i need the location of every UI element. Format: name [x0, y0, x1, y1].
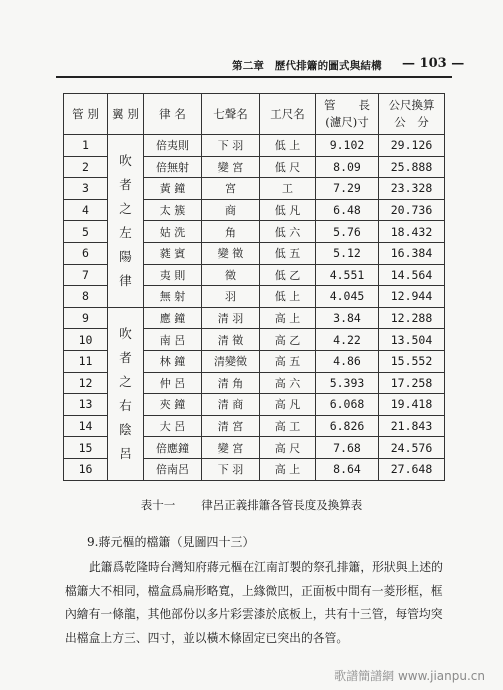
cell-seven-tone: 變 宮	[202, 437, 260, 459]
cell-length: 9.102	[316, 135, 379, 157]
cell-seven-tone: 清 角	[202, 372, 260, 394]
cell-pitch-name: 夷 則	[144, 264, 202, 286]
cell-metric: 17.258	[379, 372, 445, 394]
cell-pitch-name: 太 簇	[144, 199, 202, 221]
cell-length: 5.76	[316, 221, 379, 243]
cell-length: 8.09	[316, 156, 379, 178]
wing-char: 之	[119, 373, 132, 389]
cell-pitch-name: 倍應鐘	[144, 437, 202, 459]
cell-metric: 12.944	[379, 286, 445, 308]
cell-pitch-name: 應 鐘	[144, 307, 202, 329]
cell-tube-no: 10	[64, 329, 108, 351]
cell-gongche: 低 凡	[260, 199, 316, 221]
cell-pitch-name: 蕤 賓	[144, 242, 202, 264]
cell-tube-no: 16	[64, 458, 108, 480]
table-header-row	[64, 94, 445, 135]
cell-length: 4.86	[316, 350, 379, 372]
col-header-metric	[379, 94, 445, 135]
cell-tube-no: 2	[64, 156, 108, 178]
cell-seven-tone: 下 羽	[202, 135, 260, 157]
col-header-wing: 翼 別	[108, 94, 144, 135]
cell-metric: 19.418	[379, 394, 445, 416]
cell-gongche: 高 乙	[260, 329, 316, 351]
cell-gongche: 低 上	[260, 286, 316, 308]
cell-seven-tone: 羽	[202, 286, 260, 308]
cell-pitch-name: 仲 呂	[144, 372, 202, 394]
cell-pitch-name: 倍南呂	[144, 458, 202, 480]
cell-gongche: 低 尺	[260, 156, 316, 178]
cell-seven-tone: 清 商	[202, 394, 260, 416]
col-header-metric-top: 公尺換算	[388, 98, 435, 112]
cell-gongche: 低 乙	[260, 264, 316, 286]
cell-gongche: 低 六	[260, 221, 316, 243]
caption-text: 律呂正義排簫各管長度及換算表	[201, 498, 363, 512]
cell-seven-tone: 下 羽	[202, 458, 260, 480]
cell-seven-tone: 清 宮	[202, 415, 260, 437]
wing-left-cell	[108, 135, 144, 308]
cell-tube-no: 11	[64, 350, 108, 372]
cell-metric: 29.126	[379, 135, 445, 157]
cell-pitch-name: 倍無射	[144, 156, 202, 178]
cell-seven-tone: 清 徵	[202, 329, 260, 351]
cell-length: 7.29	[316, 178, 379, 200]
chapter-title: 第二章 歷代排簫的圖式與結構	[232, 60, 382, 72]
cell-pitch-name: 夾 鐘	[144, 394, 202, 416]
cell-seven-tone: 變 宮	[202, 156, 260, 178]
cell-tube-no: 8	[64, 286, 108, 308]
col-header-length-bottom: (濾尺)寸	[325, 115, 369, 129]
cell-tube-no: 15	[64, 437, 108, 459]
cell-length: 4.551	[316, 264, 379, 286]
wing-char: 左	[119, 224, 132, 240]
wing-char: 陰	[119, 421, 132, 437]
watermark: 歌譜簡譜網 www.jianpu.cn	[334, 669, 485, 683]
cell-tube-no: 7	[64, 264, 108, 286]
col-header-gongche: 工尺名	[260, 94, 316, 135]
table-row	[64, 307, 445, 329]
cell-tube-no: 12	[64, 372, 108, 394]
wing-char: 右	[119, 397, 132, 413]
cell-gongche: 低 上	[260, 135, 316, 157]
cell-gongche: 高 工	[260, 415, 316, 437]
cell-metric: 21.843	[379, 415, 445, 437]
wing-char: 之	[119, 200, 132, 216]
page-number: — 103 —	[402, 56, 465, 71]
cell-tube-no: 13	[64, 394, 108, 416]
cell-metric: 25.888	[379, 156, 445, 178]
col-header-metric-bottom: 公 分	[394, 115, 429, 129]
cell-tube-no: 1	[64, 135, 108, 157]
col-header-name: 律 名	[144, 94, 202, 135]
header-rule	[56, 76, 452, 78]
cell-metric: 16.384	[379, 242, 445, 264]
col-header-length	[316, 94, 379, 135]
cell-pitch-name: 無 射	[144, 286, 202, 308]
cell-length: 4.045	[316, 286, 379, 308]
cell-pitch-name: 姑 洗	[144, 221, 202, 243]
col-header-seven-tone: 七聲名	[202, 94, 260, 135]
cell-length: 6.48	[316, 199, 379, 221]
cell-seven-tone: 宮	[202, 178, 260, 200]
wing-char: 陽	[119, 248, 132, 264]
cell-tube-no: 3	[64, 178, 108, 200]
wing-char: 者	[119, 176, 132, 192]
page-header	[0, 56, 503, 78]
wing-char: 律	[119, 272, 132, 288]
table-body	[64, 135, 445, 481]
cell-tube-no: 5	[64, 221, 108, 243]
cell-length: 3.84	[316, 307, 379, 329]
cell-tube-no: 9	[64, 307, 108, 329]
cell-metric: 14.564	[379, 264, 445, 286]
cell-metric: 15.552	[379, 350, 445, 372]
cell-gongche: 高 五	[260, 350, 316, 372]
cell-gongche: 工	[260, 178, 316, 200]
cell-gongche: 高 尺	[260, 437, 316, 459]
cell-metric: 13.504	[379, 329, 445, 351]
section-body	[65, 556, 445, 650]
cell-length: 4.22	[316, 329, 379, 351]
cell-gongche: 高 六	[260, 372, 316, 394]
cell-length: 6.826	[316, 415, 379, 437]
cell-metric: 27.648	[379, 458, 445, 480]
col-header-tube: 管 別	[64, 94, 108, 135]
wing-char: 吹	[119, 152, 132, 168]
cell-tube-no: 6	[64, 242, 108, 264]
cell-tube-no: 4	[64, 199, 108, 221]
section-title: 9.蔣元樞的檔簫（見圖四十三）	[87, 535, 255, 549]
cell-gongche: 高 上	[260, 458, 316, 480]
table-row	[64, 135, 445, 157]
cell-metric: 24.576	[379, 437, 445, 459]
section-paragraph: 此簫爲乾隆時台灣知府蔣元樞在江南訂製的祭孔排簫，形狀與上述的檔簫大不相同，檔盒爲扁形略寬，上緣微凹，正面板中間有一菱形框，框內繪有一條龍，其他部份以多片彩雲漆於底板上，共有十三管，每管均突出檔盒上方三、四寸，並以橫木條固定已突出的各管。	[65, 560, 443, 645]
cell-gongche: 高 凡	[260, 394, 316, 416]
cell-metric: 12.288	[379, 307, 445, 329]
cell-metric: 20.736	[379, 199, 445, 221]
wing-char: 呂	[119, 445, 132, 461]
cell-seven-tone: 徵	[202, 264, 260, 286]
cell-metric: 18.432	[379, 221, 445, 243]
cell-pitch-name: 南 呂	[144, 329, 202, 351]
wing-char: 吹	[119, 325, 132, 341]
wing-char: 者	[119, 349, 132, 365]
cell-seven-tone: 變 徵	[202, 242, 260, 264]
cell-seven-tone: 角	[202, 221, 260, 243]
pipe-length-table	[63, 93, 445, 481]
cell-seven-tone: 清變徵	[202, 350, 260, 372]
cell-pitch-name: 大 呂	[144, 415, 202, 437]
cell-length: 8.64	[316, 458, 379, 480]
cell-pitch-name: 倍夷則	[144, 135, 202, 157]
cell-metric: 23.328	[379, 178, 445, 200]
cell-gongche: 高 上	[260, 307, 316, 329]
wing-right-cell	[108, 307, 144, 480]
cell-length: 5.12	[316, 242, 379, 264]
cell-length: 6.068	[316, 394, 379, 416]
cell-seven-tone: 商	[202, 199, 260, 221]
caption-label: 表十一	[140, 498, 176, 512]
table-caption	[0, 497, 503, 513]
cell-pitch-name: 黃 鐘	[144, 178, 202, 200]
cell-tube-no: 14	[64, 415, 108, 437]
cell-length: 5.393	[316, 372, 379, 394]
cell-pitch-name: 林 鐘	[144, 350, 202, 372]
cell-seven-tone: 清 羽	[202, 307, 260, 329]
col-header-length-top: 管 長	[324, 98, 370, 112]
cell-length: 7.68	[316, 437, 379, 459]
cell-gongche: 低 五	[260, 242, 316, 264]
